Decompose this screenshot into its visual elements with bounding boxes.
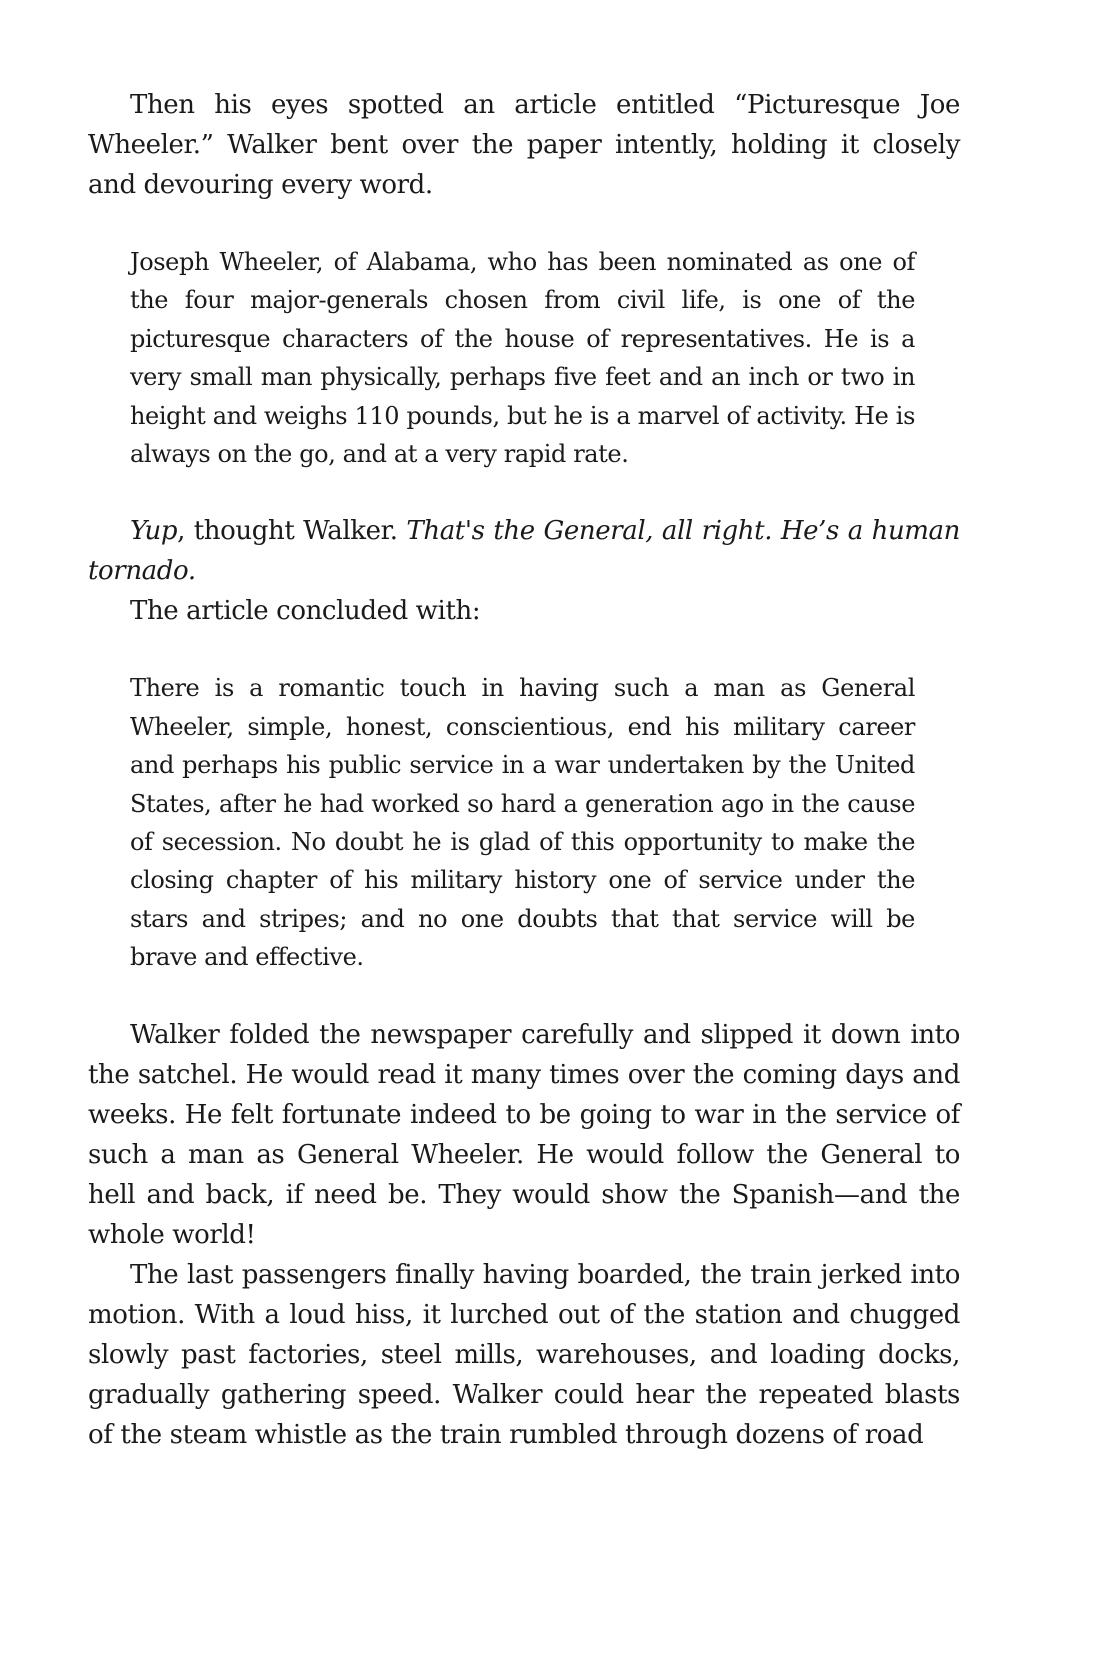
paragraph-article-spotted: Then his eyes spotted an article entitled “Picturesque Joe Wheeler.” Walker bent over the paper intently, holding it closely and devouring every word. [88, 90, 960, 200]
quote-wheeler-description: Joseph Wheeler, of Alabama, who has been nominated as one of the four major-generals chosen from civil life, is one of the picturesque characters of the house of representatives. He is a very small man physically, perhaps five feet and an inch or two in height and weighs 110 pounds, but he is a marvel of activity. He is always on the go, and at a very rapid rate. [130, 248, 915, 469]
paragraph-folded-newspaper: Walker folded the newspaper carefully and slipped it down into the satchel. He would read it many times over the coming days and weeks. He felt fortunate indeed to be going to war in the service of such a man as General Wheeler. He would follow the General to hell and back, if need be. They would show the Spanish—and the whole world! [88, 1019, 960, 1250]
book-page [88, 85, 960, 1455]
paragraph-article-concluded: The article concluded with: [130, 596, 481, 627]
paragraph-train-motion: The last passengers finally having boarded, the train jerked into motion. With a loud hiss, it lurched out of the station and chugged slowly past factories, steel mills, warehouses, and loading docks, gradually gathering speed. Walker could hear the repeated blasts of the steam whistle as the train rumbled through dozens of road [88, 1259, 960, 1450]
paragraph-walker-thought [88, 511, 960, 591]
quote-romantic-touch: There is a romantic touch in having such a man as General Wheeler, simple, honest, conscientious, end his military career and perhaps his public service in a war undertaken by the United States, after he had worked so hard a generation ago in the cause of secession. No doubt he is glad of this opportunity to make the closing chapter of his military history one of service under the stars and stripes; and no one doubts that that service will be brave and effective. [130, 674, 915, 972]
italic-yup: Yup [130, 516, 178, 547]
italic-human-tornado: That's the General, all right. He’s a human tornado. [88, 516, 960, 587]
plain-thought-walker: , thought Walker. [177, 516, 407, 547]
